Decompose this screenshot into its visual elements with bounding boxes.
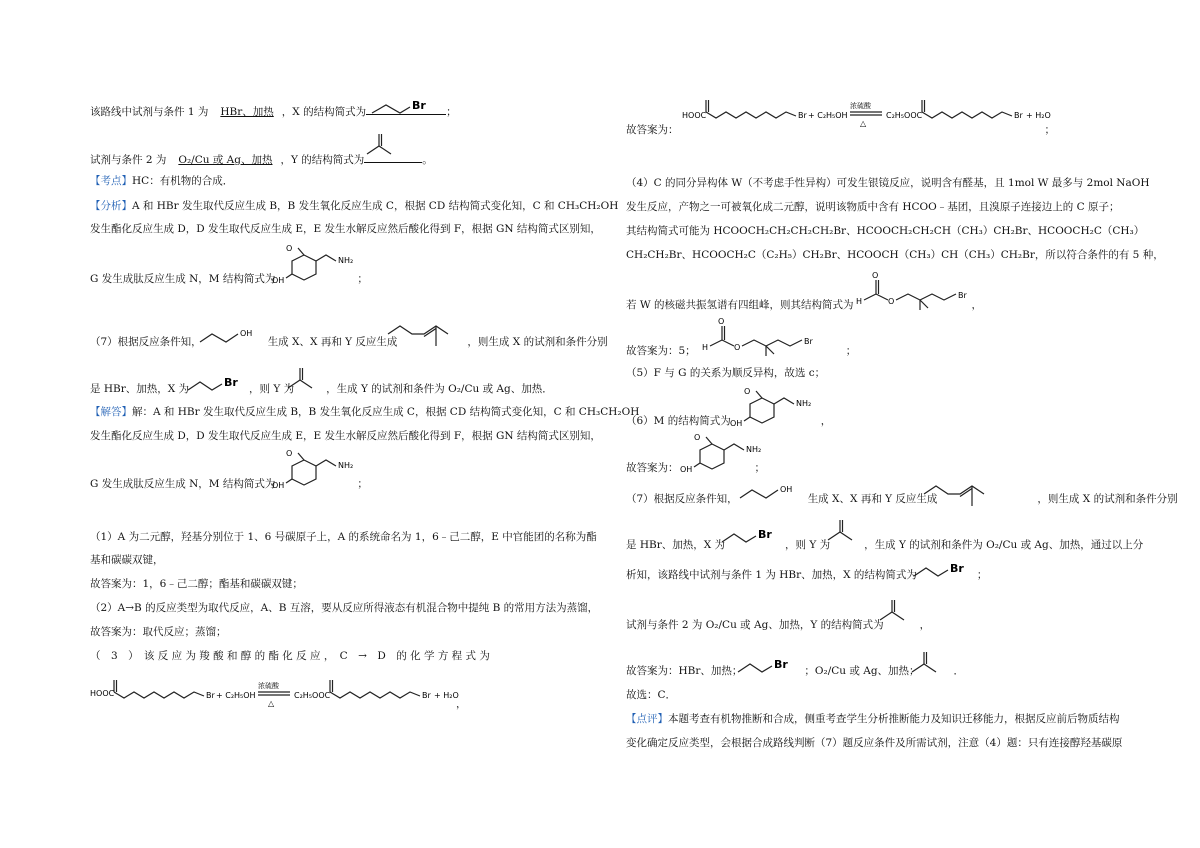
svg-text:OH: OH bbox=[240, 329, 253, 338]
right-q7-answer: 故答案为：HBr、加热； ；O₂/Cu 或 Ag、加热； ． bbox=[626, 665, 965, 677]
svg-text:OH: OH bbox=[272, 276, 285, 285]
fenxi-line-1: 【分析】A 和 HBr 发生取代反应生成 B，B 发生氧化反应生成 C，根据 CD 结构简式变化知，C 和 CH₃CH₂OH bbox=[90, 200, 619, 212]
left-line-1: 该路线中试剂与条件 1 为 HBr、加热 ，X 的结构简式为 ； bbox=[90, 106, 457, 118]
svg-text:NH₂: NH₂ bbox=[338, 256, 354, 265]
jieda-line-2: 发生酯化反应生成 D，D 发生取代反应生成 E，E 发生水解反应然后酸化得到 F，根据 GN 结构简式区别知， bbox=[90, 430, 601, 442]
part6-answer: 故答案为： ； bbox=[626, 462, 765, 474]
fenxi-line-3: G 发生成肽反应生成 N，M 结构简式为 ； bbox=[90, 273, 368, 285]
svg-text:H: H bbox=[856, 297, 863, 306]
fenxi-line-2: 发生酯化反应生成 D，D 发生取代反应生成 E，E 发生水解反应然后酸化得到 F，根据 GN 结构简式区别知， bbox=[90, 223, 601, 235]
final-choice: 故选：C． bbox=[626, 689, 677, 701]
svg-text:OH: OH bbox=[272, 481, 285, 490]
svg-text:浓硫酸: 浓硫酸 bbox=[850, 102, 871, 110]
svg-text:O: O bbox=[286, 449, 293, 458]
svg-text:△: △ bbox=[268, 699, 275, 708]
part1-answer: 故答案为：1，6﹣己二醇；酯基和碳碳双键； bbox=[90, 578, 303, 590]
svg-text:Br: Br bbox=[206, 691, 215, 700]
svg-text:+ C₂H₅OH: + C₂H₅OH bbox=[216, 691, 256, 700]
part4-line-4: CH₂CH₂Br、HCOOCH₂C（C₂H₅）CH₂Br、HCOOCH（CH₃）CH（CH₃）CH₂Br，所以符合条件的有 5 种， bbox=[626, 249, 1164, 261]
svg-text:NH₂: NH₂ bbox=[746, 445, 762, 454]
part3-line-1: （ 3 ） 该 反 应 为 羧 酸 和 醇 的 酯 化 反 应 ， C → D 的 化 学 方 程 式 为 bbox=[90, 650, 490, 662]
right-q7-line-1: （7）根据反应条件知， 生成 X、X 再和 Y 反应生成 ，则生成 X 的试剂和条件分别 bbox=[626, 493, 1178, 505]
left-q7-line-2: 是 HBr、加热，X 为 ，则 Y 为 ，生成 Y 的试剂和条件为 O₂/Cu 或 Ag、加热． bbox=[90, 383, 553, 395]
svg-text:Br: Br bbox=[758, 528, 772, 541]
part4-answer: 故答案为：5； ； bbox=[626, 345, 857, 357]
svg-text:+ H₂O: + H₂O bbox=[434, 691, 459, 700]
svg-text:C₂H₅OOC: C₂H₅OOC bbox=[294, 691, 331, 700]
bromopropyl-structure bbox=[370, 95, 430, 117]
part6-line: （6）M 的结构简式为 ， bbox=[626, 415, 832, 427]
right-q7-line-4: 试剂与条件 2 为 O₂/Cu 或 Ag、加热，Y 的结构简式为 ， bbox=[626, 619, 931, 631]
left-q7-line-1: （7）根据反应条件知， 生成 X、X 再和 Y 反应生成 ，则生成 X 的试剂和条件分别 bbox=[90, 336, 608, 348]
right-q7-line-2: 是 HBr、加热，X 为 ，则 Y 为 ，生成 Y 的试剂和条件为 O₂/Cu 或 Ag、加热，通过以上分 bbox=[626, 539, 1144, 551]
svg-text:OH: OH bbox=[680, 465, 693, 474]
svg-text:HOOC: HOOC bbox=[90, 689, 115, 698]
svg-text:NH₂: NH₂ bbox=[796, 399, 812, 408]
svg-text:H: H bbox=[702, 343, 709, 352]
svg-text:NH₂: NH₂ bbox=[338, 461, 354, 470]
svg-text:浓硫酸: 浓硫酸 bbox=[258, 682, 279, 690]
left-line-2: 试剂与条件 2 为 O₂/Cu 或 Ag、加热 ，Y 的结构简式为 。 bbox=[90, 154, 433, 166]
dianping-line-1: 【点评】本题考查有机物推断和合成，侧重考查学生分析推断能力及知识迁移能力，根据反应前后物质结构 bbox=[626, 713, 1120, 725]
svg-text:Br: Br bbox=[422, 691, 431, 700]
svg-text:Br: Br bbox=[950, 562, 964, 575]
part4-line-2: 发生反应，产物之一可被氧化成二元醇，说明该物质中含有 HCOO﹣基团，且溴原子连接边上的 C 原子； bbox=[626, 201, 1120, 213]
svg-text:C₂H₅OOC: C₂H₅OOC bbox=[886, 111, 923, 120]
esterification-equation bbox=[90, 676, 470, 710]
part4-line-1: （4）C 的同分异构体 W（不考虑手性异构）可发生银镜反应，说明含有醛基，且 1mol W 最多与 2mol NaOH bbox=[626, 177, 1150, 189]
svg-text:+ C₂H₅OH: + C₂H₅OH bbox=[808, 111, 848, 120]
svg-text:O: O bbox=[734, 343, 741, 352]
part1-line-1: （1）A 为二元醇，羟基分别位于 1、6 号碳原子上，A 的系统命名为 1，6﹣己二醇，E 中官能团的名称为酯 bbox=[90, 531, 597, 543]
svg-text:Br: Br bbox=[1014, 111, 1023, 120]
right-q7-line-3: 析知，该路线中试剂与条件 1 为 HBr、加热，X 的结构简式为 ； bbox=[626, 569, 988, 581]
part3-end: ， bbox=[456, 698, 467, 710]
svg-text:O: O bbox=[888, 297, 895, 306]
right-answer-3: 故答案为： ； bbox=[626, 124, 1055, 136]
svg-text:Br: Br bbox=[804, 337, 813, 346]
svg-text:Br: Br bbox=[224, 376, 238, 389]
part4-line-5: 若 W 的核磁共振氢谱有四组峰，则其结构简式为 ， bbox=[626, 299, 982, 311]
svg-text:Br: Br bbox=[958, 291, 967, 300]
svg-text:O: O bbox=[286, 244, 293, 253]
part2-answer: 故答案为：取代反应；蒸馏； bbox=[90, 626, 227, 638]
jieda-line-1: 【解答】解：A 和 HBr 发生取代反应生成 B，B 发生氧化反应生成 C，根据 CD 结构简式变化知，C 和 CH₃CH₂OH bbox=[90, 406, 640, 418]
svg-text:HOOC: HOOC bbox=[682, 111, 707, 120]
dianping-line-2: 变化确定反应类型，会根据合成路线判断（7）题反应条件及所需试剂，注意（4）题：只有连接醇羟基碳原 bbox=[626, 737, 1123, 749]
acetone-structure bbox=[365, 132, 399, 160]
svg-text:O: O bbox=[718, 317, 725, 326]
svg-text:Br: Br bbox=[774, 658, 788, 671]
part5-line: （5）F 与 G 的关系为顺反异构，故选 c； bbox=[626, 367, 826, 379]
svg-text:Br: Br bbox=[798, 111, 807, 120]
svg-text:O: O bbox=[694, 433, 701, 442]
svg-text:OH: OH bbox=[780, 485, 793, 494]
svg-text:△: △ bbox=[860, 119, 867, 128]
svg-text:Br: Br bbox=[412, 99, 426, 112]
svg-text:O: O bbox=[744, 387, 751, 396]
svg-text:O: O bbox=[872, 271, 879, 280]
kaodian: 【考点】HC：有机物的合成． bbox=[90, 175, 234, 187]
jieda-line-3: G 发生成肽反应生成 N，M 结构简式为 ； bbox=[90, 478, 368, 490]
part2-line-1: （2）A→B 的反应类型为取代反应，A、B 互溶，要从反应所得液态有机混合物中提纯 B 的常用方法为蒸馏， bbox=[90, 602, 599, 614]
svg-text:OH: OH bbox=[730, 419, 743, 428]
svg-text:+ H₂O: + H₂O bbox=[1026, 111, 1051, 120]
part1-line-2: 基和碳碳双键， bbox=[90, 554, 164, 566]
part4-line-3: 其结构简式可能为 HCOOCH₂CH₂CH₂CH₂Br、HCOOCH₂CH₂CH（CH₃）CH₂Br、HCOOCH₂C（CH₃） bbox=[626, 225, 1145, 237]
answer-blank bbox=[364, 162, 422, 163]
